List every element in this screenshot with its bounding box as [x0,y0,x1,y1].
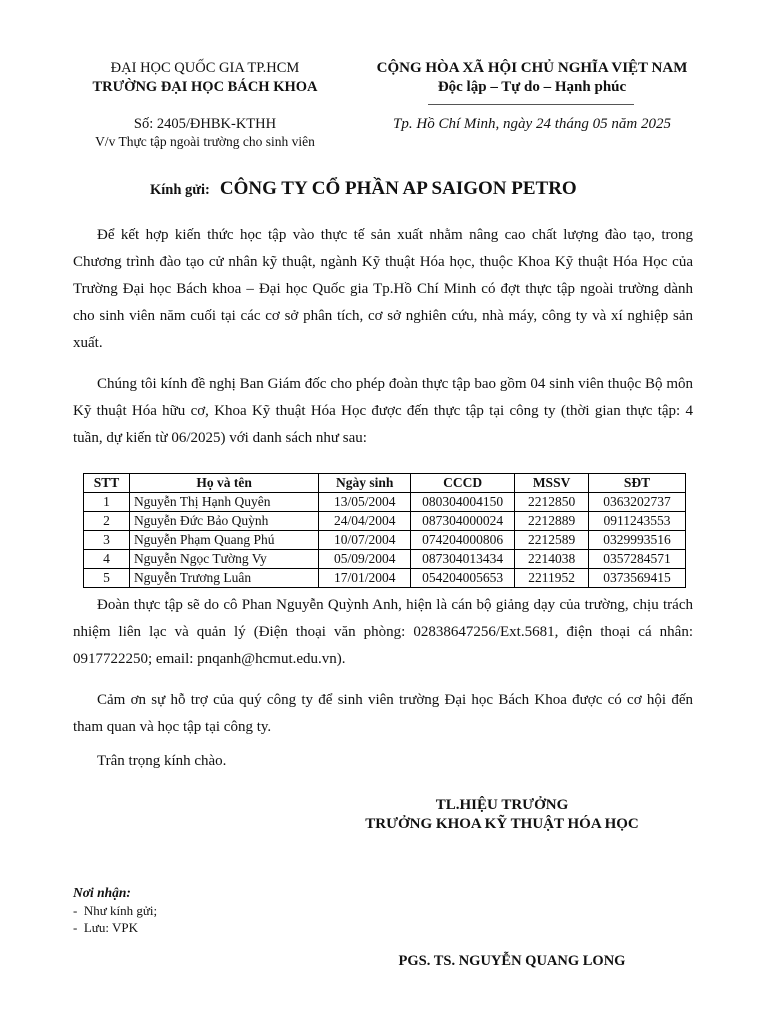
cell-phone: 0363202737 [589,493,686,512]
cell-name: Nguyễn Ngọc Tường Vy [129,550,318,569]
signature-title: TL.HIỆU TRƯỞNG [435,797,569,813]
motto-underline [428,104,634,105]
header-birthdate: Ngày sinh [319,474,411,493]
header-cccd: CCCD [411,474,515,493]
table-row [84,512,686,531]
recipient-line [150,178,577,200]
university-name: TRƯỜNG ĐẠI HỌC BÁCH KHOA [92,79,318,95]
document-number: Số: 2405/ĐHBK-KTHH [133,116,277,132]
cell-mssv: 2211952 [515,569,589,588]
cell-stt: 4 [84,550,130,569]
body-paragraph-3: Đoàn thực tập sẽ do cô Phan Nguyễn Quỳnh Anh, hiện là cán bộ giảng dạy của trường, chịu trách nhiệm liên lạc và quản lý (Điện thoại văn phòng: 02838647256/Ext.5681, điện thoại cá nhân: 0917722250; email: pnqanh@hcmut.edu.vn). [73,597,693,667]
header-phone: SĐT [589,474,686,493]
cell-name: Nguyễn Phạm Quang Phú [129,531,318,550]
cell-cccd: 054204005653 [411,569,515,588]
cell-stt: 1 [84,493,130,512]
recipients-label: Nơi nhận: [73,885,131,900]
nation-motto: Độc lập – Tự do – Hạnh phúc [437,79,627,95]
body-paragraph-4: Cảm ơn sự hỗ trợ của quý công ty để sinh viên trường Đại học Bách Khoa được có cơ hội đến tham quan và học tập tại công ty. [73,692,693,735]
cell-name: Nguyễn Thị Hạnh Quyên [129,493,318,512]
cell-birthdate: 13/05/2004 [319,493,411,512]
student-table [83,473,686,588]
cell-cccd: 074204000806 [411,531,515,550]
cell-birthdate: 10/07/2004 [319,531,411,550]
table-header-row [84,474,686,493]
recipient-item: - Lưu: VPK [73,920,138,935]
recipient-item: - Như kính gửi; [73,903,158,918]
ministry-name: ĐẠI HỌC QUỐC GIA TP.HCM [110,60,300,76]
nation-title: CỘNG HÒA XÃ HỘI CHỦ NGHĨA VIỆT NAM [376,60,688,76]
cell-phone: 0373569415 [589,569,686,588]
cell-stt: 3 [84,531,130,550]
table-row [84,550,686,569]
cell-mssv: 2212850 [515,493,589,512]
cell-mssv: 2212889 [515,512,589,531]
table-row [84,569,686,588]
header-name: Họ và tên [129,474,318,493]
document-date: Tp. Hồ Chí Minh, ngày 24 tháng 05 năm 2025 [393,116,671,132]
cell-phone: 0329993516 [589,531,686,550]
cell-stt: 2 [84,512,130,531]
cell-birthdate: 24/04/2004 [319,512,411,531]
cell-mssv: 2214038 [515,550,589,569]
cell-birthdate: 05/09/2004 [319,550,411,569]
recipient-name: CÔNG TY CỔ PHẦN AP SAIGON PETRO [219,178,577,199]
cell-name: Nguyễn Đức Bảo Quỳnh [129,512,318,531]
body-paragraph-2: Chúng tôi kính đề nghị Ban Giám đốc cho phép đoàn thực tập bao gồm 04 sinh viên thuộc Bộ môn Kỹ thuật Hóa hữu cơ, Khoa Kỹ thuật Hóa Học được đến thực tập tại công ty (thời gian thực tập: 4 tuần, dự kiến từ 06/2025) với danh sách như sau: [73,376,693,446]
body-paragraph-1: Để kết hợp kiến thức học tập vào thực tế sản xuất nhằm nâng cao chất lượng đào tạo, trong Chương trình đào tạo cử nhân kỹ thuật, ngành Kỹ thuật Hóa học, thuộc Khoa Kỹ thuật Hóa Học của Trường Đại học Bách khoa – Đại học Quốc gia Tp.Hồ Chí Minh có đợt thực tập ngoài trường dành cho sinh viên năm cuối tại các cơ sở phân tích, cơ sở nghiên cứu, nhà máy, công ty và xí nghiệp sản xuất. [73,227,693,351]
cell-cccd: 087304013434 [411,550,515,569]
cell-birthdate: 17/01/2004 [319,569,411,588]
cell-phone: 0911243553 [589,512,686,531]
cell-name: Nguyễn Trương Luân [129,569,318,588]
signature-position: TRƯỞNG KHOA KỸ THUẬT HÓA HỌC [365,816,639,832]
document-subject: V/v Thực tập ngoài trường cho sinh viên [95,134,315,149]
cell-mssv: 2212589 [515,531,589,550]
recipient-label: Kính gửi: [150,182,210,198]
header-mssv: MSSV [515,474,589,493]
header-stt: STT [84,474,130,493]
cell-stt: 5 [84,569,130,588]
cell-phone: 0357284571 [589,550,686,569]
cell-cccd: 087304000024 [411,512,515,531]
table-row [84,493,686,512]
signer-name: PGS. TS. NGUYỄN QUANG LONG [398,953,626,969]
closing-greeting: Trân trọng kính chào. [97,753,227,769]
table-row [84,531,686,550]
cell-cccd: 080304004150 [411,493,515,512]
